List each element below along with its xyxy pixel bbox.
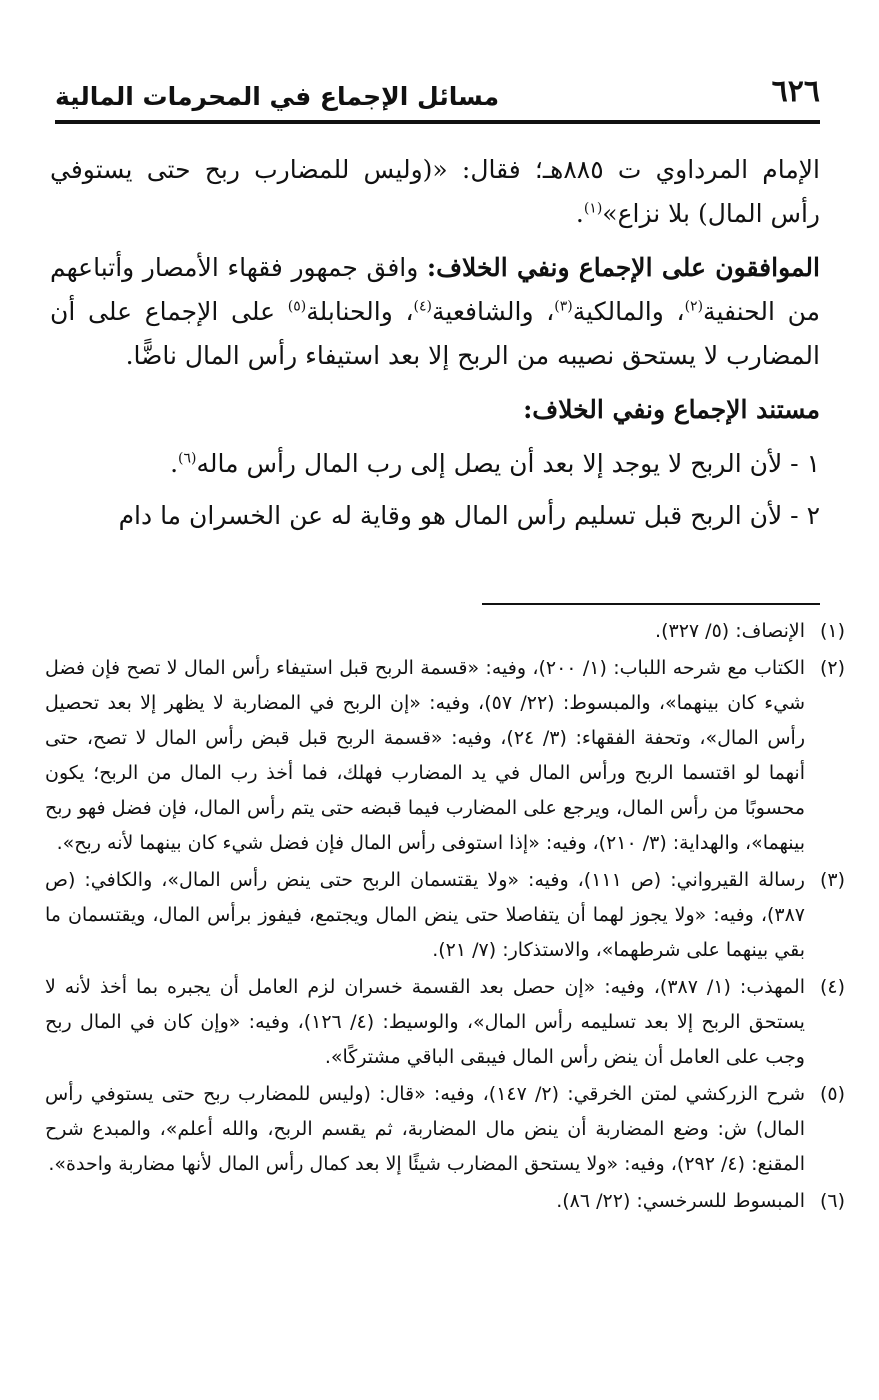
footnote-ref: (٢): [684, 298, 704, 315]
running-title: مسائل الإجماع في المحرمات المالية: [55, 82, 500, 111]
footnote-text: المهذب: (١/ ٣٨٧)، وفيه: «إن حصل بعد القسمة خسران لزم العامل أن يجبره بما أخذ لأنه لا يستحق الربح إلا بعد تسليمه رأس المال»، والوسيط: (٤/ ١٢٦)، وفيه: «وإن كان في المال ربح وجب على العامل أن ينض رأس المال فيبقى الباقي مشتركًا».: [45, 976, 805, 1068]
footnote-number: (٦): [819, 1190, 845, 1212]
footnote-text: الإنصاف: (٥/ ٣٢٧).: [655, 620, 805, 642]
section-heading: الموافقون على الإجماع ونفي الخلاف:: [426, 253, 820, 282]
page-number: ٦٢٦: [771, 74, 820, 109]
footnote-ref: (٤): [413, 298, 433, 315]
footnote-ref: (٥): [287, 298, 307, 315]
footnote-text: شرح الزركشي لمتن الخرقي: (٢/ ١٤٧)، وفيه: «قال: (وليس للمضارب ربح حتى يستوفي رأس المال) ش: وضع المضاربة أن ينض مال المضاربة، ثم يقسم الربح، والله أعلم»، والمبدع شرح المقنع: (٤/ ٢٩٢)، وفيه: «ولا يستحق المضارب شيئًا إلا بعد كمال رأس المال لأنها مضاربة واحدة».: [45, 1083, 805, 1175]
footnote-ref: (٦): [178, 450, 197, 467]
list-item: ١ - لأن الربح لا يوجد إلا بعد أن يصل إلى رب المال رأس ماله$^{(٦)}$.: [170, 449, 820, 478]
paragraph-quote: الإمام المرداوي ت ٨٨٥هـ؛ فقال: «(وليس للمضارب ربح حتى يستوفي رأس المال) بلا نزاع»$^{(١)}$.: [50, 155, 820, 228]
list-item-text: ١ - لأن الربح لا يوجد إلا بعد أن يصل إلى رب المال رأس ماله: [196, 449, 820, 478]
footnote-ref: (١): [583, 200, 603, 217]
footnote: [45, 863, 845, 968]
main-text: [50, 148, 820, 546]
footnote-text: المبسوط للسرخسي: (٢٢/ ٨٦).: [556, 1190, 805, 1212]
page-header: [55, 70, 820, 118]
paragraph-text: وافق جمهور فقهاء الأمصار وأتباعهم من الحنفية: [50, 253, 820, 326]
footnote-text: الكتاب مع شرحه اللباب: (١/ ٢٠٠)، وفيه: «قسمة الربح قبل استيفاء رأس المال لا تصح فإن فضل شيء كان بينهما»، والمبسوط: (٢٢/ ٥٧)، وفيه: «إن الربح في المضاربة لا يظهر إلا بعد تحصيل رأس المال»، وتحفة الفقهاء: (٣/ ٢٤)، وفيه: «قسمة الربح قبل قبض رأس المال لا تصح، حتى أنهما لو اقتسما الربح ورأس المال في يد المضارب فهلك، فما أخذ رب المال من الربح؛ يكون محسوبًا من رأس المال، ويرجع على المضارب فيما قبضه حتى يتم رأس المال، فإن فضل فهو ربح بينهما»، والهداية: (٣/ ٢١٠)، وفيه: «إذا استوفى رأس المال فإن فضل شيء كان بينهما لأنه ربح».: [45, 657, 805, 854]
section-heading: مستند الإجماع ونفي الخلاف:: [523, 395, 820, 424]
footnote-number: (٣): [819, 869, 845, 891]
header-divider: [55, 120, 820, 124]
list-item: ٢ - لأن الربح قبل تسليم رأس المال هو وقاية له عن الخسران ما دام: [118, 501, 820, 530]
footnote-ref: (٣): [554, 298, 573, 315]
footnote-number: (١): [819, 620, 845, 642]
footnote: [45, 1184, 845, 1219]
footnote-number: (٥): [819, 1083, 845, 1105]
paragraph-agreeing: [50, 246, 820, 378]
footnote: [45, 970, 845, 1075]
footnote-divider: [482, 603, 820, 605]
footnote-number: (٤): [819, 976, 845, 998]
footnotes: [45, 614, 845, 1221]
paragraph-text: الإمام المرداوي ت ٨٨٥هـ؛ فقال: «(وليس للمضارب ربح حتى يستوفي رأس المال) بلا نزاع»: [50, 155, 820, 228]
paragraph-text: ، والحنابلة: [306, 297, 414, 326]
footnote-number: (٢): [819, 657, 845, 679]
paragraph-text: على الإجماع على أن المضارب لا يستحق نصيبه من الربح إلا بعد استيفاء رأس المال ناضًّا.: [50, 297, 820, 370]
paragraph-text: ، والمالكية: [572, 297, 685, 326]
footnote: [45, 651, 845, 861]
paragraph-text: ، والشافعية: [432, 297, 555, 326]
footnote: [45, 1077, 845, 1182]
footnote-text: رسالة القيرواني: (ص ١١١)، وفيه: «ولا يقتسمان الربح حتى ينض رأس المال»، والكافي: (ص ٣٨٧)، وفيه: «ولا يجوز لهما أن يتفاصلا حتى ينض المال ويجتمع، فيفوز برأس المال، ويقتسمان ما بقي بينهما على شرطهما»، والاستذكار: (٧/ ٢١).: [45, 869, 805, 961]
footnote: [45, 614, 845, 649]
